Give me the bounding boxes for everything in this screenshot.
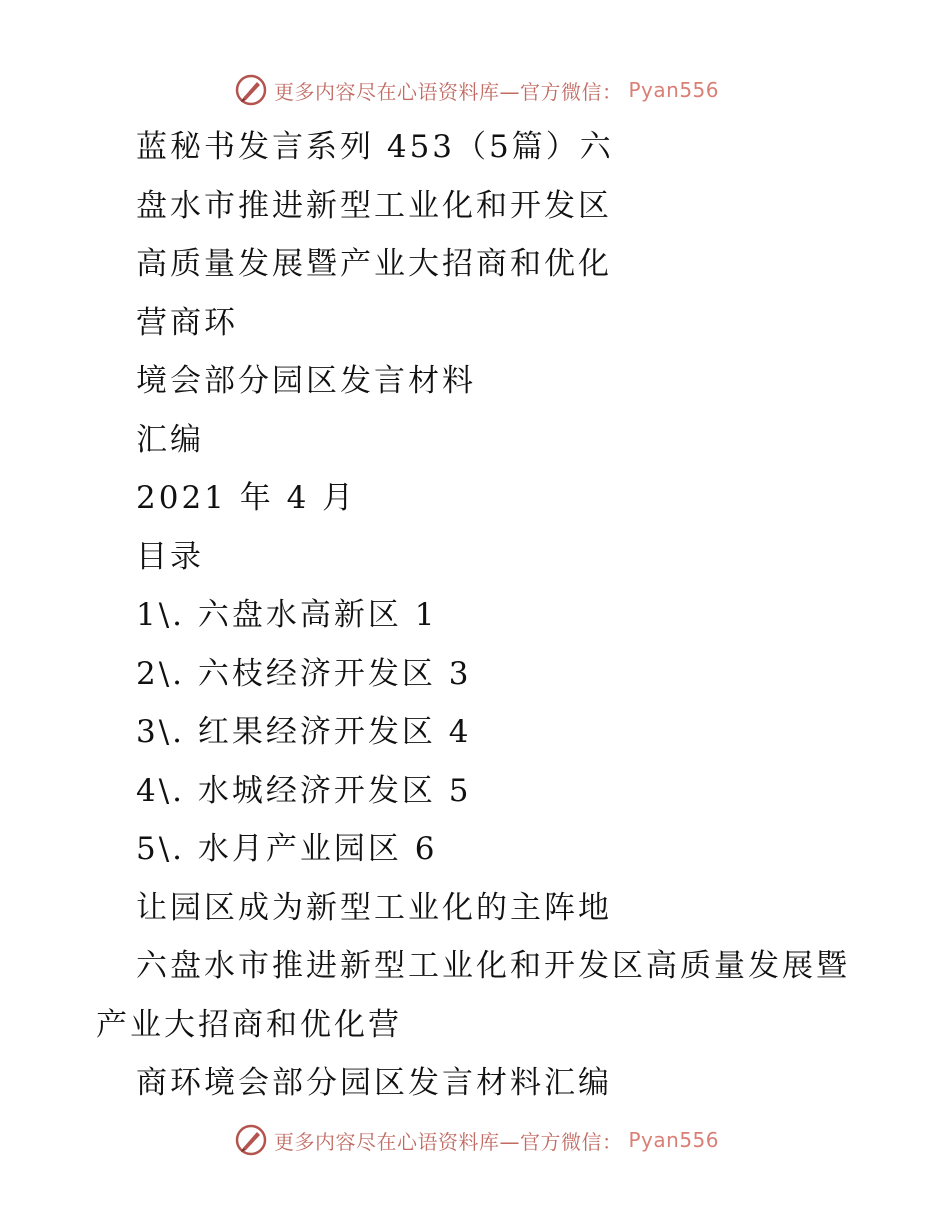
doc-line: 汇编	[136, 421, 204, 458]
pen-logo-icon	[234, 73, 268, 107]
watermark-text: 更多内容尽在心语资料库—官方微信：	[274, 79, 623, 104]
watermark-header	[234, 72, 719, 108]
toc-item: 3\. 红果经济开发区 4	[136, 714, 472, 750]
section-title: 让园区成为新型工业化的主阵地	[136, 889, 612, 926]
paragraph-line: 产业大招商和优化营	[96, 1006, 402, 1043]
doc-line: 高质量发展暨产业大招商和优化	[136, 246, 612, 282]
toc-item: 1\. 六盘水高新区 1	[136, 597, 438, 633]
document-body	[0, 118, 950, 1113]
paragraph-line: 商环境会部分园区发言材料汇编	[136, 1065, 612, 1101]
watermark-wechat-id: Pyan556	[628, 78, 720, 102]
doc-line: 境会部分园区发言材料	[136, 363, 476, 399]
doc-date: 2021 年 4 月	[136, 480, 357, 516]
watermark-footer	[234, 1122, 719, 1158]
toc-heading: 目录	[136, 538, 204, 575]
watermark-wechat-id: Pyan556	[628, 1128, 720, 1152]
toc-item: 2\. 六枝经济开发区 3	[136, 655, 472, 692]
pen-logo-icon	[234, 1123, 268, 1157]
doc-line: 盘水市推进新型工业化和开发区	[136, 187, 612, 224]
toc-item: 5\. 水月产业园区 6	[136, 831, 438, 867]
doc-line: 蓝秘书发言系列 453（5篇）六	[136, 129, 614, 165]
paragraph-line: 六盘水市推进新型工业化和开发区高质量发展暨	[136, 948, 850, 984]
watermark-text: 更多内容尽在心语资料库—官方微信：	[274, 1129, 623, 1154]
toc-item: 4\. 水城经济开发区 5	[136, 772, 472, 809]
doc-line: 营商环	[136, 304, 238, 341]
